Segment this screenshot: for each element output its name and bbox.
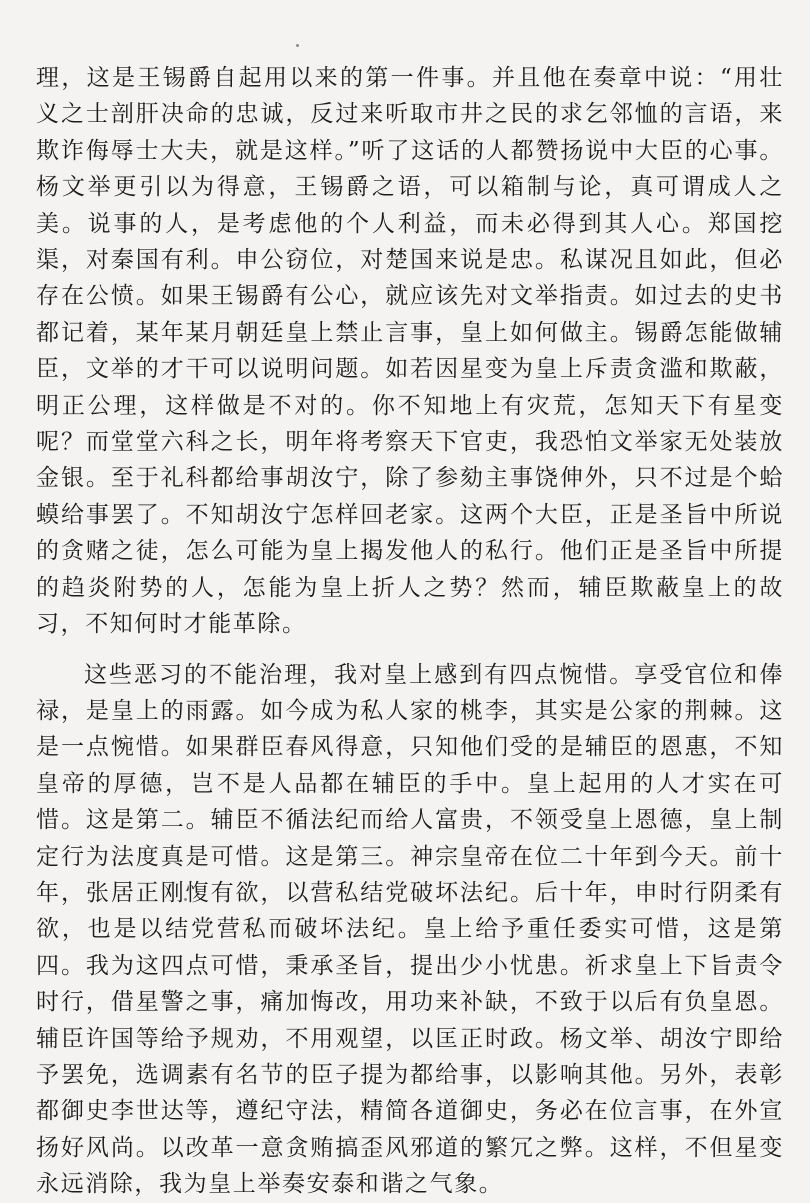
body-text	[36, 60, 784, 1203]
paragraph-1: 理，这是王锡爵自起用以来的第一件事。并且他在奏章中说：“用壮义之士剖肝决命的忠诚，反过来听取市井之民的求乞邻恤的言语，来欺诈侮辱士大夫，就是这样。”听了这话的人都赞扬说中大臣的心事。杨文举更引以为得意，王锡爵之语，可以箱制与论，真可谓成人之美。说事的人，是考虑他的个人利益，而未必得到其人心。郑国挖渠，对秦国有利。申公窃位，对楚国来说是忠。私谋况且如此，但必存在公愤。如果王锡爵有公心，就应该先对文举指责。如过去的史书都记着，某年某月朝廷皇上禁止言事，皇上如何做主。锡爵怎能做辅臣，文举的才干可以说明问题。如若因星变为皇上斥责贪滥和欺蔽，明正公理，这样做是不对的。你不知地上有灾荒，怎知天下有星变呢？而堂堂六科之长，明年将考察天下官吏，我恐怕文举家无处装放金银。至于礼科都给事胡汝宁，除了参劾主事饶伸外，只不过是个蛤蟆给事罢了。不知胡汝宁怎样回老家。这两个大臣，正是圣旨中所说的贪赌之徒，怎么可能为皇上揭发他人的私行。他们正是圣旨中所提的趋炎附势的人，怎能为皇上折人之势？然而，辅臣欺蔽皇上的故习，不知何时才能革除。	[36, 65, 784, 638]
scan-speck	[296, 44, 299, 47]
paragraph-2: 这些恶习的不能治理，我对皇上感到有四点惋惜。享受官位和俸禄，是皇上的雨露。如今成为私人家的桃李，其实是公家的荆棘。这是一点惋惜。如果群臣春风得意，只知他们受的是辅臣的恩惠，不知皇帝的厚德，岂不是人品都在辅臣的手中。皇上起用的人才实在可惜。这是第二。辅臣不循法纪而给人富贵，不领受皇上恩德，皇上制定行为法度真是可惜。这是第三。神宗皇帝在位二十年到今天。前十年，张居正刚愎有欲，以营私结党破坏法纪。后十年，申时行阴柔有欲，也是以结党营私而破坏法纪。皇上给予重任委实可惜，这是第四。我为这四点可惜，秉承圣旨，提出少小忧患。祈求皇上下旨责令时行，借星警之事，痛加悔改，用功来补缺，不致于以后有负皇恩。辅臣许国等给予规劝，不用观望，以匡正时政。杨文举、胡汝宁即给予罢免，选调素有名节的臣子提为都给事，以影响其他。另外，表彰都御史李世达等，遵纪守法，精简各道御史，务必在位言事，在外宣扬好风尚。以改革一意贪贿搞歪风邪道的繁冗之弊。这样，不但星变永远消除，我为皇上举奏安泰和谐之气象。	[36, 661, 784, 1198]
